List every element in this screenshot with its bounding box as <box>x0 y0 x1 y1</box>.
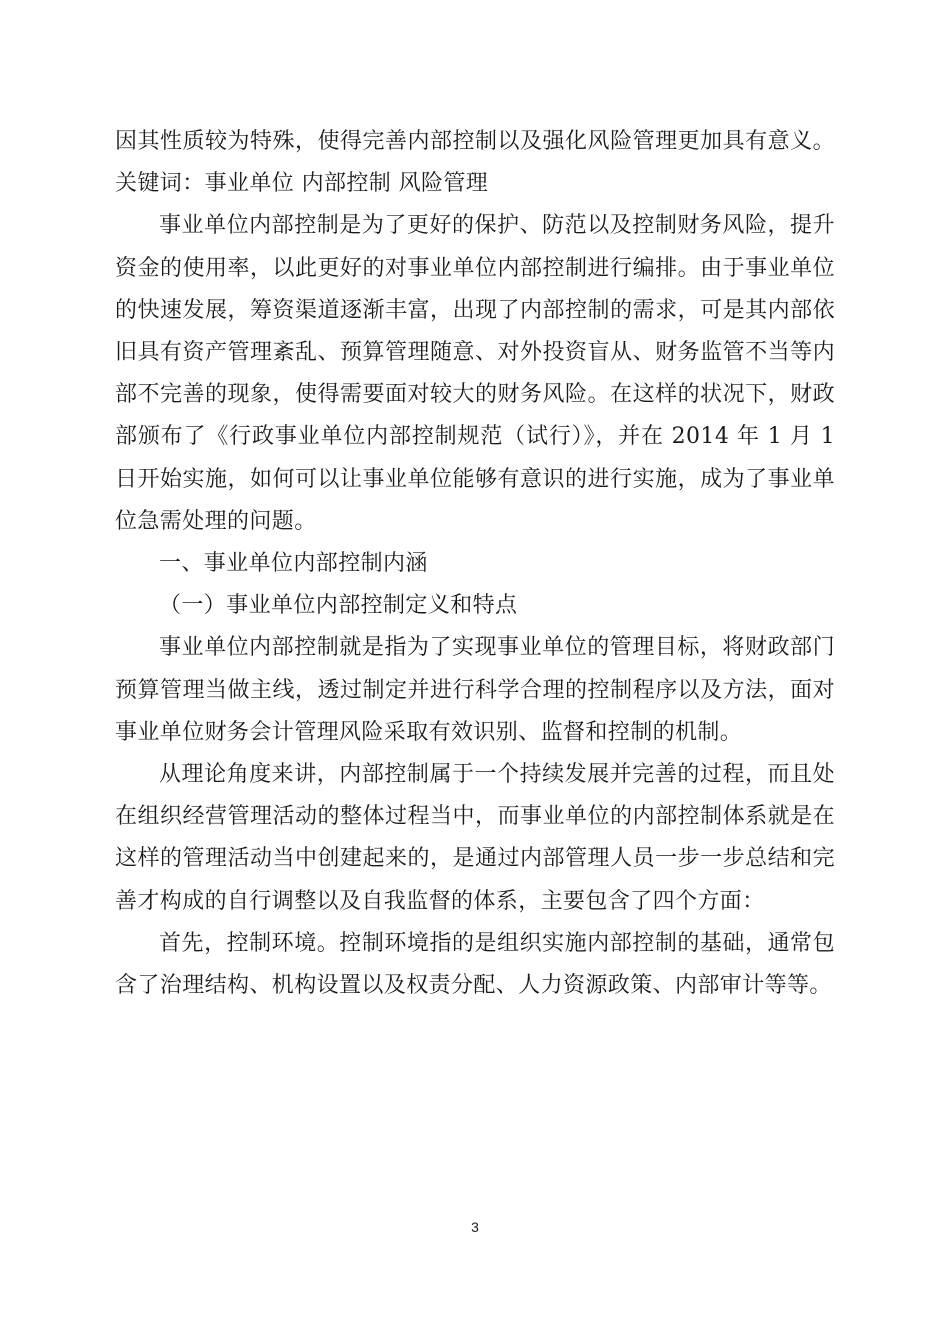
paragraph-definition: 事业单位内部控制就是指为了实现事业单位的管理目标，将财政部门预算管理当做主线，透过制定并进行科学合理的控制程序以及方法，面对事业单位财务会计管理风险采取有效识别、监督和控制的机制。 <box>115 635 835 745</box>
subsection-heading-1-1: （一）事业单位内部控制定义和特点 <box>159 593 518 619</box>
page-number: 3 <box>471 1219 479 1235</box>
paragraph-theory: 从理论角度来讲，内部控制属于一个持续发展并完善的过程，而且处在组织经营管理活动的整体过程当中，而事业单位的内部控制体系就是在这样的管理活动当中创建起来的，是通过内部管理人员一步一步总结和完善才构成的自行调整以及自我监督的体系，主要包含了四个方面： <box>115 762 835 914</box>
document-body <box>115 121 835 1007</box>
section-heading-1: 一、事业单位内部控制内涵 <box>159 551 428 577</box>
paragraph-control-environment: 首先，控制环境。控制环境指的是组织实施内部控制的基础，通常包含了治理结构、机构设置以及权责分配、人力资源政策、内部审计等等。 <box>115 930 835 999</box>
paragraph-continuation-keywords: 因其性质较为特殊，使得完善内部控制以及强化风险管理更加具有意义。 关键词：事业单位 内部控制 风险管理 <box>115 129 835 197</box>
paragraph-introduction: 事业单位内部控制是为了更好的保护、防范以及控制财务风险，提升资金的使用率，以此更好的对事业单位内部控制进行编排。由于事业单位的快速发展，筹资渠道逐渐丰富，出现了内部控制的需求，可是其内部依旧具有资产管理紊乱、预算管理随意、对外投资盲从、财务监管不当等内部不完善的现象，使得需要面对较大的财务风险。在这样的状况下，财政部颁布了《行政事业单位内部控制规范（试行）》，并在 2014 年 1 月 1 日开始实施，如何可以让事业单位能够有意识的进行实施，成为了事业单位急需处理的问题。 <box>115 213 835 534</box>
